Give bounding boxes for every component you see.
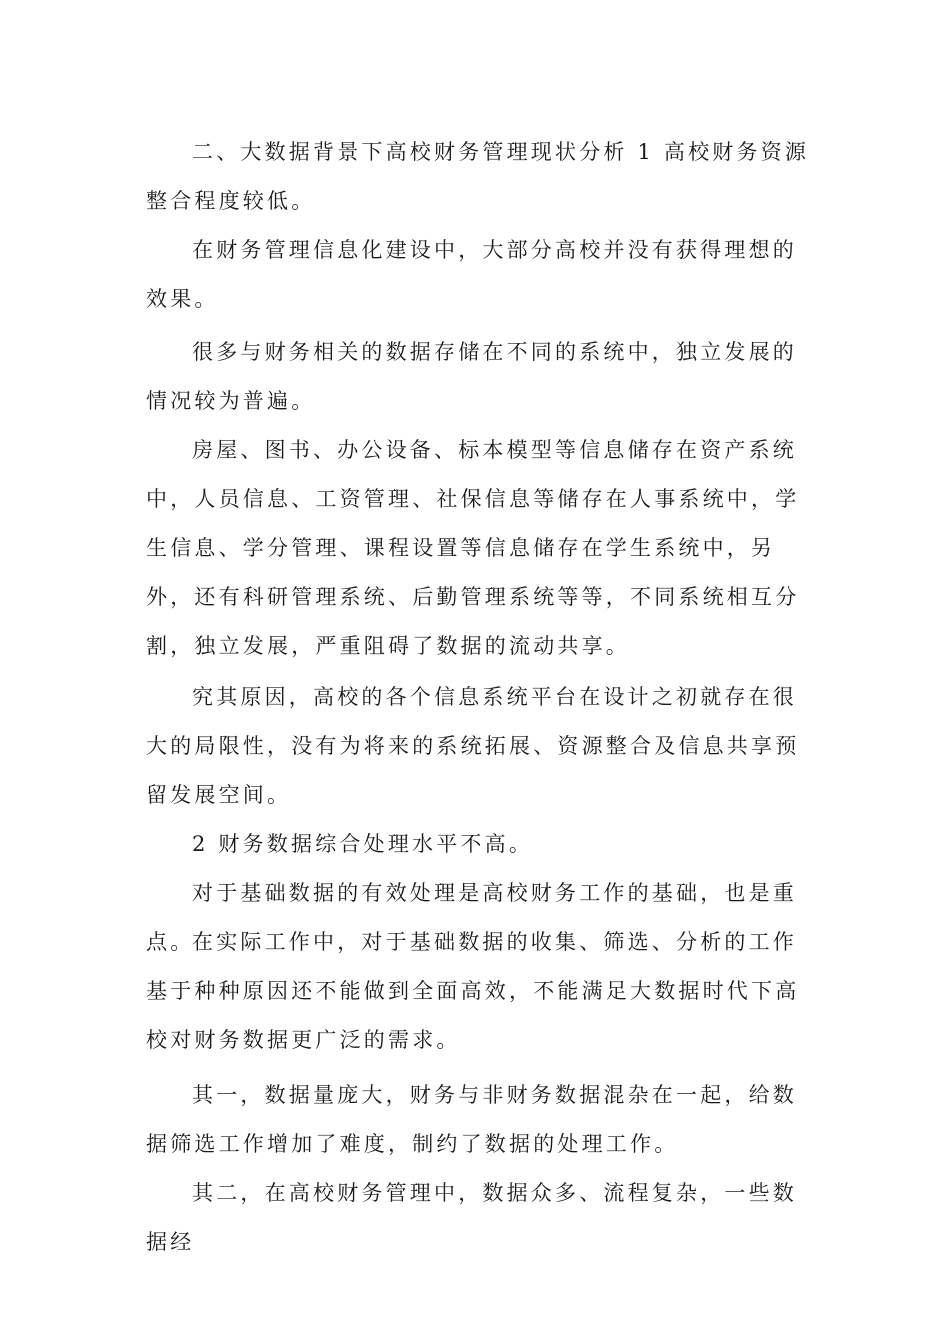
paragraph-systems-list: 房屋、图书、办公设备、标本模型等信息储存在资产系统中，人员信息、工资管理、社保信息等储存在人事系统中，学生信息、学分管理、课程设置等信息储存在学生系统中，另外，还有科研管理系统、后勤管理系统等等，不同系统相互分割，独立发展，严重阻碍了数据的流动共享。	[146, 438, 800, 658]
paragraph-second-reason: 其二，在高校财务管理中，数据众多、流程复杂，一些数据经	[146, 1181, 797, 1254]
paragraph-intro: 在财务管理信息化建设中，大部分高校并没有获得理想的效果。	[146, 238, 797, 311]
paragraph-section-heading: 二、大数据背景下高校财务管理现状分析 1 高校财务资源整合程度较低。	[146, 140, 810, 213]
paragraph-subheading-2: 2 财务数据综合处理水平不高。	[192, 832, 534, 856]
paragraph-basic-data: 对于基础数据的有效处理是高校财务工作的基础，也是重点。	[146, 881, 797, 954]
paragraph-first-reason: 其一，数据量庞大，财务与非财务数据混杂在一起，给数据筛选工作增加了难度，制约了数据的处理工作。	[146, 1083, 797, 1156]
paragraph-data-silos: 很多与财务相关的数据存储在不同的系统中，独立发展的情况较为普遍。	[146, 340, 797, 413]
paragraph-practical-work: 在实际工作中，对于基础数据的收集、筛选、分析的工作基于种种原因还不能做到全面高效，不能满足大数据时代下高校对财务数据更广泛的需求。	[146, 930, 800, 1052]
paragraph-root-cause: 究其原因，高校的各个信息系统平台在设计之初就存在很大的局限性，没有为将来的系统拓展、资源整合及信息共享预留发展空间。	[146, 685, 800, 807]
